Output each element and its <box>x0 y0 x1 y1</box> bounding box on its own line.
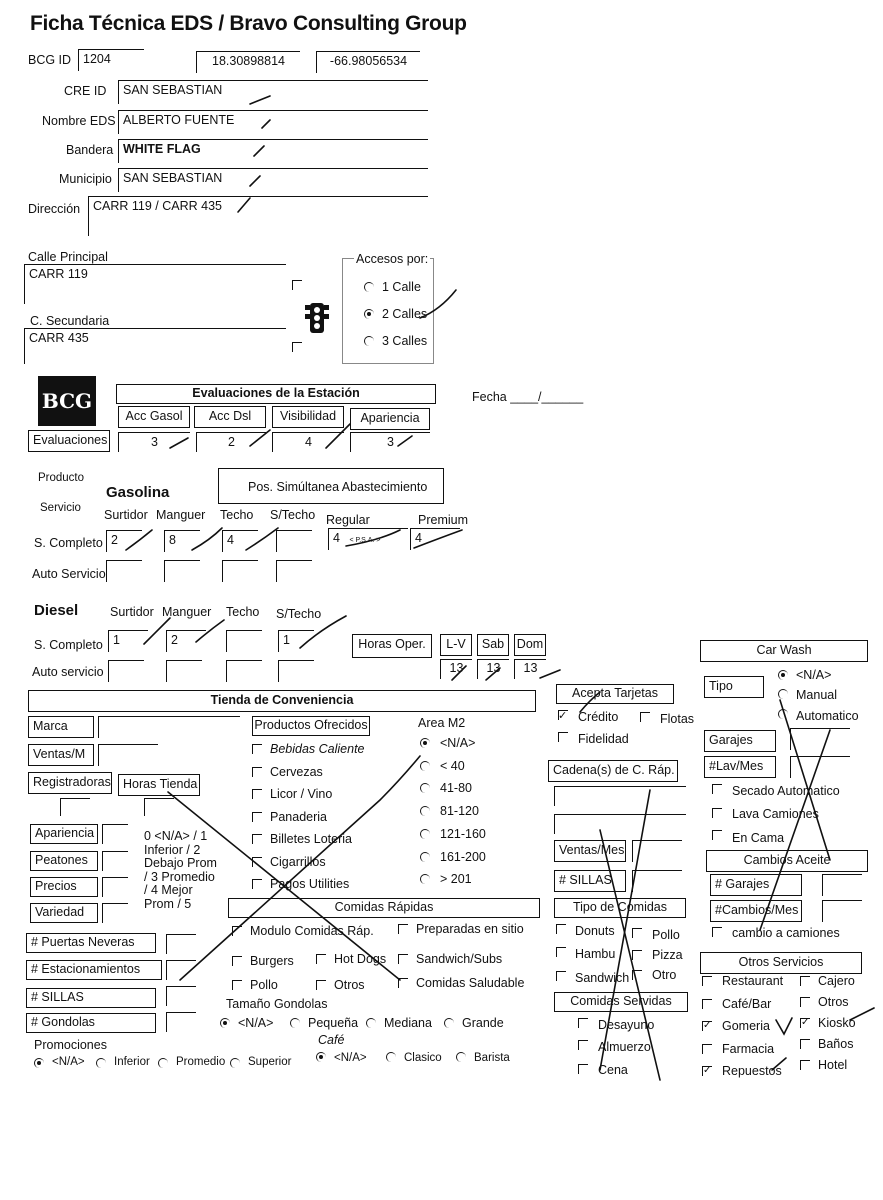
variedad-field[interactable] <box>102 903 128 923</box>
eval-col-acc-gasol: Acc Gasol <box>118 406 190 428</box>
dsl-auto-techo[interactable] <box>226 660 262 682</box>
cafe-label: Café <box>318 1033 345 1047</box>
producto-check[interactable] <box>252 767 262 777</box>
cre-id-label: CRE ID <box>64 84 107 98</box>
cambios-mes-field[interactable] <box>822 900 862 922</box>
cambios-mes-label: #Cambios/Mes <box>710 900 802 922</box>
gas-manguer-value[interactable]: 8 <box>164 530 200 552</box>
comidas-rapidas-heading: Comidas Rápidas <box>228 898 540 918</box>
otros-servicio-label: Café/Bar <box>722 996 772 1011</box>
longitude-field[interactable]: -66.98056534 <box>316 51 420 73</box>
car-wash-auto-radio[interactable] <box>778 709 788 719</box>
precios-label: Precios <box>30 877 98 897</box>
lava-camiones-check[interactable] <box>712 808 722 818</box>
bcg-id-label: BCG ID <box>28 53 72 67</box>
tamano-radio[interactable] <box>220 1018 230 1028</box>
pollo-cad-check[interactable] <box>632 928 642 938</box>
area-label: Area M2 <box>418 716 466 730</box>
cafe-radio[interactable] <box>386 1052 396 1062</box>
gas-auto-manguer[interactable] <box>164 560 200 582</box>
pizza-check[interactable] <box>632 950 642 960</box>
pizza-label: Pizza <box>652 948 683 962</box>
cafe-radio[interactable] <box>456 1052 466 1062</box>
accesos-2-radio[interactable] <box>364 309 374 319</box>
cafe-radio[interactable] <box>316 1052 326 1062</box>
cafe-option-label: Clasico <box>404 1052 442 1064</box>
dsl-auto-manguer[interactable] <box>166 660 202 682</box>
eval-apariencia-value[interactable]: 3 <box>350 432 430 452</box>
tarjetas-heading: Acepta Tarjetas <box>556 684 674 704</box>
almuerzo-label: Almuerzo <box>598 1040 651 1054</box>
comida-rapida-check[interactable] <box>316 954 326 964</box>
estacionamientos-field[interactable] <box>166 960 196 980</box>
area-radio[interactable] <box>420 783 430 793</box>
tamano-label: Mediana <box>384 1016 432 1030</box>
pollo-cad-label: Pollo <box>652 928 680 942</box>
nombre-eds-field[interactable]: ALBERTO FUENTE <box>118 110 428 134</box>
peatones-field[interactable] <box>102 851 128 871</box>
horas-lv-value[interactable]: 13 <box>440 659 472 679</box>
otros-servicio-label: Restaurant <box>722 974 784 988</box>
gondolas-label: # Gondolas <box>26 1013 156 1033</box>
otros-servicio-check[interactable] <box>800 1039 810 1049</box>
car-wash-na-label: <N/A> <box>796 668 832 682</box>
gas-stecho-value[interactable] <box>276 530 312 552</box>
cadena-field-2[interactable] <box>554 814 686 834</box>
comida-rapida-label: Pollo <box>250 978 278 992</box>
otros-servicio-label: Repuestos <box>722 1064 782 1078</box>
ventas-m-label: Ventas/M <box>28 744 94 766</box>
cadena-field-1[interactable] <box>554 786 686 806</box>
diesel-heading: Diesel <box>34 602 79 619</box>
gas-auto-stecho[interactable] <box>276 560 312 582</box>
otros-servicio-check[interactable] <box>800 976 810 986</box>
municipio-field[interactable]: SAN SEBASTIAN <box>118 168 428 192</box>
fecha-label: Fecha ____/______ <box>472 390 584 404</box>
page-title: Ficha Técnica EDS / Bravo Consulting Group <box>30 12 467 35</box>
cadenas-ventas-label: Ventas/Mes <box>554 840 626 862</box>
cadenas-sillas-label: # SILLAS <box>554 870 626 892</box>
gas-col-stecho: S/Techo <box>270 508 316 522</box>
promocion-radio[interactable] <box>230 1058 240 1068</box>
promocion-radio[interactable] <box>96 1058 106 1068</box>
gas-col-surtidor: Surtidor <box>104 508 148 522</box>
car-wash-auto-label: Automatico <box>796 709 859 723</box>
direccion-label: Dirección <box>28 202 81 216</box>
horas-oper-label: Horas Oper. <box>352 634 432 658</box>
peatones-label: Peatones <box>30 851 98 871</box>
calle-secundaria-field[interactable]: CARR 435 <box>24 328 286 364</box>
gas-auto-techo[interactable] <box>222 560 258 582</box>
comida-rapida-check[interactable] <box>232 980 242 990</box>
car-wash-garajes-field[interactable] <box>790 728 850 750</box>
ventas-m-field[interactable] <box>98 744 158 766</box>
area-radio[interactable] <box>420 738 430 748</box>
bandera-label: Bandera <box>66 143 114 157</box>
car-wash-manual-radio[interactable] <box>778 689 788 699</box>
dsl-stecho-value[interactable]: 1 <box>278 630 314 652</box>
comida-rapida-check[interactable] <box>316 980 326 990</box>
otros-servicio-check[interactable] <box>702 976 712 986</box>
desayuno-label: Desayuno <box>598 1018 655 1032</box>
en-cama-check[interactable] <box>712 830 722 840</box>
promocion-label: Promedio <box>176 1056 226 1068</box>
credito-check[interactable]: ✓ <box>558 710 568 722</box>
comidas-servidas-heading: Comidas Servidas <box>554 992 688 1012</box>
estacionamientos-label: # Estacionamientos <box>26 960 162 980</box>
area-label-option: > 201 <box>440 872 472 887</box>
secado-check[interactable] <box>712 784 722 794</box>
car-wash-garajes-label: Garajes <box>704 730 776 752</box>
car-wash-tipo-label: Tipo <box>704 676 764 698</box>
marca-label: Marca <box>28 716 94 738</box>
tamano-label: Grande <box>462 1016 504 1030</box>
producto-check[interactable] <box>252 789 262 799</box>
psa-label: < P.S.A. > <box>349 537 381 544</box>
horas-tienda-field[interactable] <box>144 798 174 816</box>
gas-surtidor-value[interactable]: 2 <box>106 530 142 552</box>
desayuno-check[interactable] <box>578 1018 588 1028</box>
comida-rapida-label: Comidas Saludable <box>416 976 525 990</box>
otros-servicio-check[interactable]: ✓ <box>703 1065 712 1076</box>
otro-cad-check[interactable] <box>632 970 642 980</box>
eval-acc-dsl-value[interactable]: 2 <box>196 432 266 452</box>
area-radio[interactable] <box>420 852 430 862</box>
producto-label: Cigarrillos <box>270 854 326 869</box>
accesos-3-label: 3 Calles <box>382 334 428 348</box>
comida-rapida-label: Sandwich/Subs <box>416 952 503 966</box>
comida-rapida-label: Burgers <box>250 954 294 968</box>
comida-rapida-label: Modulo Comidas Ráp. <box>250 924 374 938</box>
gas-col-techo: Techo <box>220 508 254 522</box>
car-wash-lav-label: #Lav/Mes <box>704 756 776 778</box>
gas-col-manguer: Manguer <box>156 508 206 522</box>
dsl-s-completo-label: S. Completo <box>34 638 103 652</box>
comida-rapida-label: Otros <box>334 978 365 992</box>
area-label-option: 161-200 <box>440 849 486 864</box>
comida-rapida-label: Hot Dogs <box>334 952 387 966</box>
regular-count: 4 <box>333 531 340 545</box>
area-label-option: <N/A> <box>440 736 476 750</box>
tipo-comidas-heading: Tipo de Comidas <box>554 898 686 918</box>
otros-servicio-label: Hotel <box>818 1058 848 1072</box>
otros-servicio-check[interactable] <box>800 1060 810 1070</box>
dsl-techo-value[interactable] <box>226 630 262 652</box>
otros-servicio-label: Baños <box>818 1037 854 1051</box>
variedad-label: Variedad <box>30 903 98 923</box>
bcg-id-field[interactable]: 1204 <box>78 49 144 71</box>
tamano-gondolas-label: Tamaño Gondolas <box>226 997 328 1011</box>
puertas-neveras-field[interactable] <box>166 934 196 954</box>
flotas-label: Flotas <box>660 712 695 726</box>
cafe-option-label: <N/A> <box>334 1052 367 1064</box>
premium-value[interactable]: 4 <box>410 528 460 550</box>
flotas-check[interactable] <box>640 712 650 722</box>
eval-acc-gasol-value[interactable]: 3 <box>118 432 190 452</box>
horas-col-dom: Dom <box>514 634 546 656</box>
cambios-garajes-field[interactable] <box>822 874 862 896</box>
otros-servicio-label: Kiosko <box>818 1016 856 1030</box>
producto-label: Pagos Utilities <box>270 877 350 891</box>
car-wash-manual-label: Manual <box>796 688 837 702</box>
fidelidad-label: Fidelidad <box>578 732 629 746</box>
tamano-label: Pequeña <box>308 1016 359 1030</box>
credito-label: Crédito <box>578 710 619 724</box>
calle-secundaria-check[interactable] <box>292 342 302 352</box>
comida-rapida-check[interactable] <box>232 926 242 936</box>
sillas-label: # SILLAS <box>26 988 156 1008</box>
cadenas-sillas-field[interactable] <box>632 870 682 892</box>
horas-tienda-label: Horas Tienda <box>118 774 200 796</box>
calle-principal-label: Calle Principal <box>28 250 108 264</box>
sandwich-label: Sandwich <box>575 971 630 985</box>
calle-secundaria-label: C. Secundaria <box>30 314 110 328</box>
accesos-3-radio[interactable] <box>364 336 374 346</box>
en-cama-label: En Cama <box>732 831 785 845</box>
scale-line: Inferior / 2 <box>144 842 201 857</box>
gondolas-field[interactable] <box>166 1012 196 1032</box>
promocion-label: Inferior <box>114 1056 150 1068</box>
marca-field[interactable] <box>98 716 240 738</box>
otros-servicio-check[interactable] <box>702 999 712 1009</box>
registradoras-label: Registradoras <box>28 772 112 794</box>
promocion-radio[interactable] <box>34 1058 44 1068</box>
accesos-1-label: 1 Calle <box>382 280 421 294</box>
sandwich-check[interactable] <box>556 971 566 981</box>
scale-line: / 3 Promedio <box>144 869 215 884</box>
area-label-option: 121-160 <box>440 826 486 841</box>
otros-servicio-check[interactable]: ✓ <box>801 1017 810 1028</box>
otros-servicio-label: Cajero <box>818 974 855 988</box>
premium-label: Premium <box>418 513 469 527</box>
promocion-label: <N/A> <box>52 1056 85 1068</box>
area-label-option: 81-120 <box>440 804 479 819</box>
bandera-field[interactable]: WHITE FLAG <box>118 139 428 163</box>
promociones-label: Promociones <box>34 1038 107 1052</box>
horas-dom-value[interactable]: 13 <box>514 659 546 679</box>
traffic-light-icon <box>302 300 332 336</box>
puertas-neveras-label: # Puertas Neveras <box>26 933 156 953</box>
cambios-garajes-label: # Garajes <box>710 874 802 896</box>
gas-auto-surtidor[interactable] <box>106 560 142 582</box>
apariencia-field[interactable] <box>102 824 128 844</box>
accesos-label: Accesos por: <box>356 252 429 266</box>
dsl-col-surtidor: Surtidor <box>110 605 154 619</box>
producto-check[interactable] <box>252 744 262 754</box>
direccion-field[interactable]: CARR 119 / CARR 435 <box>88 196 428 236</box>
lava-camiones-label: Lava Camiones <box>732 807 819 821</box>
producto-check[interactable] <box>252 812 262 822</box>
car-wash-lav-field[interactable] <box>790 756 850 778</box>
cambio-camiones-check[interactable] <box>712 927 722 937</box>
dsl-col-techo: Techo <box>226 605 260 619</box>
fidelidad-check[interactable] <box>558 732 568 742</box>
tamano-label: <N/A> <box>238 1016 274 1030</box>
gas-auto-label: Auto Servicio <box>32 567 106 581</box>
accesos-2-label: 2 Calles <box>382 307 428 321</box>
gasolina-heading: Gasolina <box>106 484 170 501</box>
almuerzo-check[interactable] <box>578 1040 588 1050</box>
donuts-check[interactable] <box>556 924 566 934</box>
bcg-logo: BCG <box>38 376 96 426</box>
horas-sab-value[interactable]: 13 <box>477 659 509 679</box>
regular-label: Regular <box>326 513 370 527</box>
tamano-radio[interactable] <box>444 1018 454 1028</box>
cre-id-field[interactable]: SAN SEBASTIAN <box>118 80 428 104</box>
cena-check[interactable] <box>578 1064 588 1074</box>
area-label-option: < 40 <box>440 758 465 773</box>
pos-simultanea-label: Pos. Simúltanea Abastecimiento <box>248 480 428 494</box>
cadenas-ventas-field[interactable] <box>632 840 682 862</box>
promocion-radio[interactable] <box>158 1058 168 1068</box>
horas-col-sab: Sab <box>477 634 509 656</box>
producto-label: Panaderia <box>270 809 327 824</box>
area-radio[interactable] <box>420 806 430 816</box>
gas-techo-value[interactable]: 4 <box>222 530 258 552</box>
otros-servicio-check[interactable] <box>800 997 810 1007</box>
nombre-eds-label: Nombre EDS <box>42 114 116 128</box>
producto-check[interactable] <box>252 879 262 889</box>
latitude-field[interactable]: 18.30898814 <box>196 51 300 73</box>
comida-rapida-check[interactable] <box>398 924 408 934</box>
comida-rapida-check[interactable] <box>232 956 242 966</box>
eval-col-visibilidad: Visibilidad <box>272 406 344 428</box>
hambu-check[interactable] <box>556 947 566 957</box>
producto-label: Bebidas Caliente <box>270 742 365 756</box>
otros-servicios-heading: Otros Servicios <box>700 952 862 974</box>
car-wash-na-radio[interactable] <box>778 670 788 680</box>
scale-line: / 4 Mejor <box>144 883 193 897</box>
cambios-aceite-heading: Cambios Aceite <box>706 850 868 872</box>
dsl-auto-surtidor[interactable] <box>108 660 144 682</box>
producto-check[interactable] <box>252 857 262 867</box>
dsl-auto-stecho[interactable] <box>278 660 314 682</box>
comida-rapida-check[interactable] <box>398 954 408 964</box>
scale-line: Prom / 5 <box>144 896 192 911</box>
area-radio[interactable] <box>420 761 430 771</box>
car-wash-heading: Car Wash <box>700 640 868 662</box>
cafe-option-label: Barista <box>474 1052 510 1064</box>
precios-field[interactable] <box>102 877 128 897</box>
dsl-manguer-value[interactable]: 2 <box>166 630 206 652</box>
tamano-radio[interactable] <box>290 1018 300 1028</box>
otros-servicio-check[interactable]: ✓ <box>703 1020 712 1031</box>
dsl-auto-label: Auto servicio <box>32 665 104 679</box>
producto-check[interactable] <box>252 834 262 844</box>
promocion-label: Superior <box>248 1056 292 1068</box>
municipio-label: Municipio <box>59 172 112 186</box>
donuts-label: Donuts <box>575 924 615 938</box>
eval-col-acc-dsl: Acc Dsl <box>194 406 266 428</box>
otros-servicio-check[interactable] <box>702 1044 712 1054</box>
eval-visibilidad-value[interactable]: 4 <box>272 432 344 452</box>
scale-legend <box>144 830 217 911</box>
producto-label: Licor / Vino <box>270 787 333 801</box>
sillas-field[interactable] <box>166 986 196 1006</box>
dsl-surtidor-value[interactable]: 1 <box>108 630 148 652</box>
area-label-option: 41-80 <box>440 781 472 796</box>
comida-rapida-label: Preparadas en sitio <box>416 922 524 936</box>
producto-label: Cervezas <box>270 764 323 779</box>
tamano-radio[interactable] <box>366 1018 376 1028</box>
calle-principal-field[interactable]: CARR 119 <box>24 264 286 304</box>
area-radio[interactable] <box>420 829 430 839</box>
eval-col-apariencia: Apariencia <box>350 408 430 430</box>
calle-principal-check[interactable] <box>292 280 302 290</box>
registradoras-field[interactable] <box>60 798 90 816</box>
productos-heading: Productos Ofrecidos <box>252 716 370 736</box>
otros-servicio-label: Farmacia <box>722 1041 775 1056</box>
hambu-label: Hambu <box>575 947 616 961</box>
cambio-camiones-label: cambio a camiones <box>732 926 840 940</box>
scale-line: Debajo Prom <box>144 856 217 870</box>
evaluaciones-row-label: Evaluaciones <box>28 430 110 452</box>
producto-label: Billetes Loteria <box>270 832 352 846</box>
cena-label: Cena <box>598 1063 628 1077</box>
dsl-col-manguer: Manguer <box>162 605 212 619</box>
secado-label: Secado Automatico <box>732 784 840 798</box>
evaluaciones-heading: Evaluaciones de la Estación <box>116 384 436 404</box>
otros-servicio-label: Gomeria <box>722 1019 770 1033</box>
producto-label: Producto <box>38 472 85 484</box>
dsl-col-stecho: S/Techo <box>276 607 322 621</box>
comida-rapida-check[interactable] <box>398 978 408 988</box>
servicio-label: Servicio <box>40 502 81 514</box>
otros-servicio-label: Otros <box>818 995 849 1009</box>
regular-value[interactable] <box>328 528 408 550</box>
otro-cad-label: Otro <box>652 968 677 982</box>
gas-s-completo-label: S. Completo <box>34 536 103 550</box>
horas-col-lv: L-V <box>440 634 472 656</box>
apariencia-label: Apariencia <box>30 824 98 844</box>
accesos-1-radio[interactable] <box>364 282 374 292</box>
scale-line: 0 <N/A> / 1 <box>144 829 208 843</box>
cadenas-heading: Cadena(s) de C. Ráp. <box>548 760 678 782</box>
tienda-heading: Tienda de Conveniencia <box>28 690 536 712</box>
area-radio[interactable] <box>420 874 430 884</box>
